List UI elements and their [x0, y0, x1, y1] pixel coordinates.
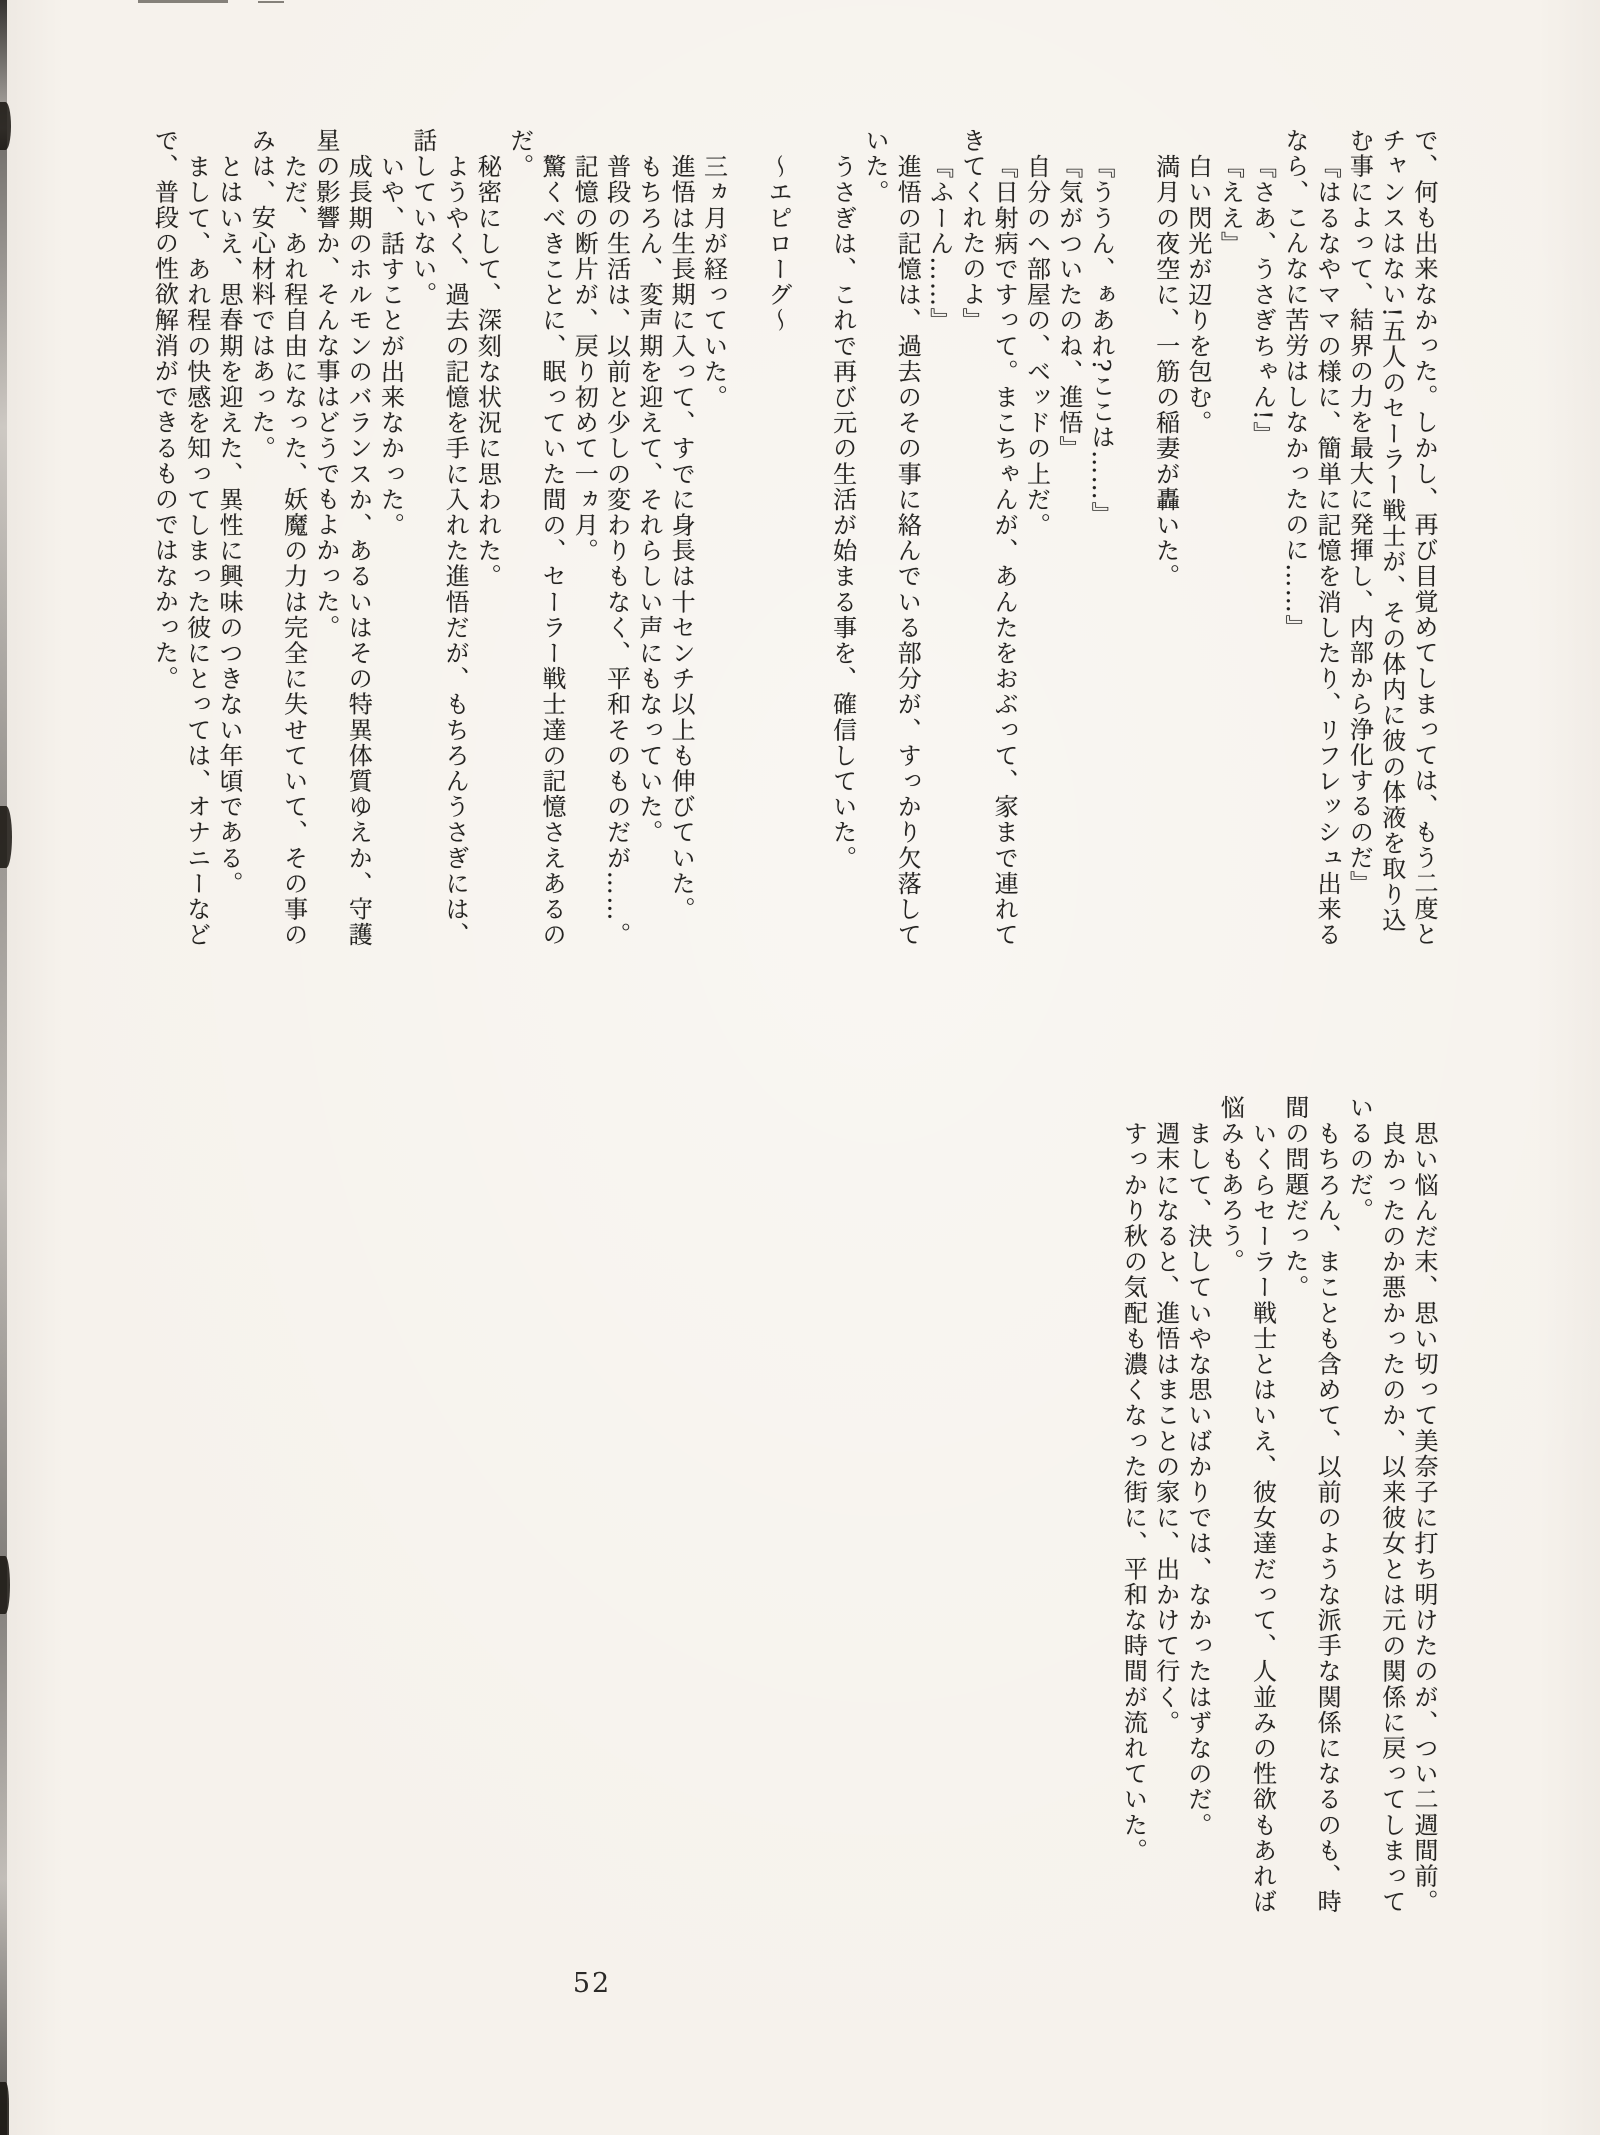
scan-top-mark — [258, 1, 284, 3]
scan-top-mark — [138, 0, 228, 3]
text-line: で、普段の性欲解消ができるものではなかった。 — [150, 128, 179, 692]
text-line: 話していない。 — [408, 128, 437, 308]
text-line: だ。 — [505, 128, 534, 180]
text-line: 星の影響か、そんな事はどうでもよかった。 — [311, 128, 340, 640]
text-line: ようやく、過去の記憶を手に入れた進悟だが、もちろんうさぎには、 — [441, 153, 470, 948]
text-line: いた。 — [860, 128, 889, 205]
scan-edge-blot — [0, 102, 11, 150]
text-line: 進悟の記憶は、過去のその事に絡んでいる部分が、すっかり欠落して — [893, 153, 922, 948]
scan-edge-blot — [0, 2082, 9, 2135]
text-line: 三ヵ月が経っていた。 — [699, 153, 728, 410]
text-line: きてくれたのよ』 — [957, 128, 986, 333]
text-line: 秘密にして、深刻な状況に思われた。 — [473, 153, 502, 589]
text-line: 進悟は生長期に入って、すでに身長は十センチ以上も伸びていた。 — [667, 153, 696, 922]
scan-edge-blot — [0, 806, 12, 868]
text-band-bottom — [1117, 1095, 1440, 1917]
text-line: 『気がついたのね、進悟』 — [1054, 153, 1083, 461]
text-line: 成長期のホルモンのバランスか、あるいはその特異体質ゆえか、守護 — [344, 153, 373, 948]
text-line: 悩みもあろう。 — [1216, 1095, 1245, 1275]
text-line: 普段の生活は、以前と少しの変わりもなく、平和そのものだが……。 — [602, 153, 631, 948]
text-line: 『ふーん……』 — [925, 153, 954, 333]
text-line: 自分のヘ部屋の、ベッドの上だ。 — [1022, 153, 1051, 538]
text-line: ただ、あれ程自由になった、妖魔の力は完全に失せていて、その事の — [279, 153, 308, 948]
blank-line — [729, 128, 761, 950]
text-line: なら、こんなに苦労はしなかったのに……』 — [1280, 128, 1309, 640]
epilogue-heading: 〜エピローグ〜 — [764, 153, 793, 333]
text-line: 思い悩んだ末、思い切って美奈子に打ち明けたのが、つい二週間前。 — [1410, 1120, 1438, 1915]
text-line: もちろん、まことも含めて、以前のような派手な関係になるのも、時 — [1313, 1120, 1342, 1915]
text-line: うさぎは、これで再び元の生活が始まる事を、確信していた。 — [828, 153, 857, 871]
text-line: で、何も出来なかった。しかし、再び目覚めてしまっては、もう二度と — [1410, 128, 1438, 948]
text-line: 良かったのか悪かったのか、以来彼女とは元の関係に戻ってしまって — [1377, 1120, 1406, 1915]
text-line: まして、あれ程の快感を知ってしまった彼にとっては、オナニーなど — [182, 153, 211, 948]
text-line: 記憶の断片が、戻り初めて一ヵ月。 — [570, 153, 599, 564]
text-line: 『さあ、うさぎちゃん!』 — [1248, 153, 1277, 447]
text-line: 白い閃光が辺りを包む。 — [1183, 153, 1212, 436]
text-line: 満月の夜空に、一筋の稲妻が轟いた。 — [1151, 153, 1180, 589]
text-band-top — [148, 128, 1440, 950]
text-line: 『はるなやママの様に、簡単に記憶を消したり、リフレッシュ出来る — [1313, 153, 1342, 948]
text-line: 間の問題だった。 — [1280, 1095, 1309, 1300]
text-line: 『日射病ですって。まこちゃんが、あんたをおぶって、家まで連れて — [990, 153, 1019, 948]
scan-edge-blot — [0, 1556, 10, 1614]
text-line: すっかり秋の気配も濃くなった街に、平和な時間が流れていた。 — [1119, 1120, 1148, 1863]
text-line: もちろん、変声期を迎えて、それらしい声にもなっていた。 — [634, 153, 663, 845]
text-line: いくらセーラー戦士とはいえ、彼女達だって、人並みの性欲もあれば — [1248, 1120, 1277, 1915]
blank-line — [794, 128, 826, 950]
text-line: 週末になると、進悟はまことの家に、出かけて行く。 — [1151, 1120, 1180, 1735]
text-line: いるのだ。 — [1345, 1095, 1374, 1223]
scan-edge-shadow — [0, 0, 7, 2135]
text-line: まして、決していやな思いばかりでは、なかったはずなのだ。 — [1183, 1120, 1212, 1838]
text-line: チャンスはない!五人のセーラー戦士が、その体内に彼の体液を取り込 — [1377, 128, 1406, 933]
text-line: 『ええ』 — [1216, 153, 1245, 256]
text-line: とはいえ、思春期を迎えた、異性に興味のつきない年頃である。 — [215, 153, 244, 896]
blank-line — [1117, 128, 1149, 950]
text-line: む事によって、結界の力を最大に発揮し、内部から浄化するのだ』 — [1345, 128, 1374, 896]
text-line: みは、安心材料ではあった。 — [247, 128, 276, 461]
text-line: 『ううん、ぁあれ?ここは……』 — [1087, 153, 1116, 527]
text-line: 驚くべきことに、眠っていた間の、セーラー戦士達の記憶さえあるの — [537, 153, 566, 948]
page-number: 52 — [572, 1968, 612, 1999]
text-line: いや、話すことが出来なかった。 — [376, 153, 405, 538]
